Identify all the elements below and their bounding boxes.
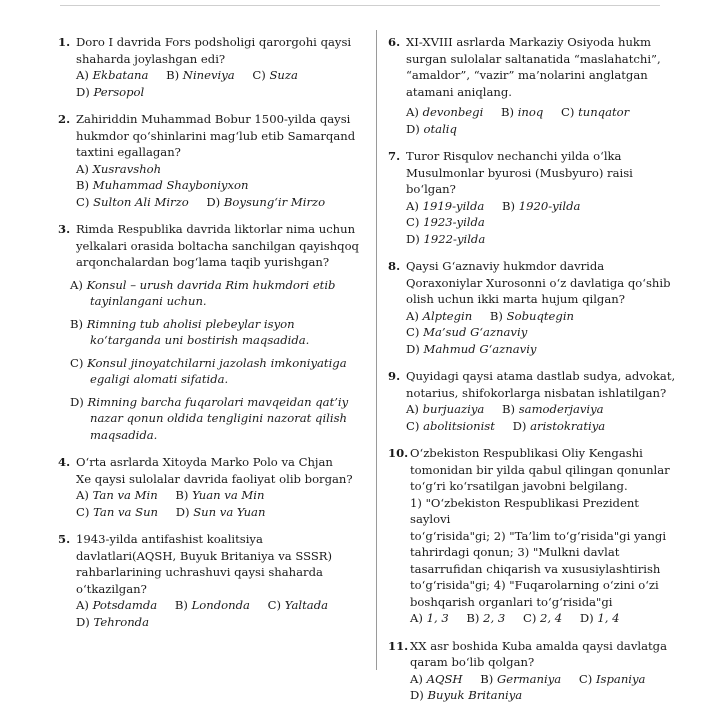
option-b[interactable]: B) Sobuqtegin	[489, 308, 574, 323]
option-a[interactable]: A) AQSH	[410, 671, 463, 686]
question-stem: 4. O‘rta asrlarda Xitoyda Marko Polo va Chjan Xe qaysi sulolalar davrida faoliyat olib borgan?	[58, 455, 353, 486]
option-a[interactable]: A) Tan va Min	[76, 488, 158, 502]
option-a[interactable]: A) Alptegin	[406, 308, 473, 323]
question-number: 7.	[388, 149, 401, 163]
option-c[interactable]: C) Sulton Ali Mirzo	[76, 194, 189, 209]
options	[388, 401, 678, 434]
left-column	[58, 34, 366, 641]
option-c[interactable]: C) Suza	[252, 68, 298, 82]
option-b[interactable]: B) Germaniya	[480, 671, 562, 686]
options	[388, 198, 678, 248]
options	[58, 161, 366, 211]
option-c[interactable]: C) Yaltada	[267, 598, 329, 612]
option-d[interactable]: D) Boysung‘ir Mirzo	[206, 194, 326, 209]
question-7	[388, 148, 678, 247]
question-8	[388, 258, 678, 357]
option-b[interactable]: B) Rimning tub aholisi plebeylar isyon ko‘targanda uni bostirish maqsadida.	[70, 316, 310, 347]
option-d[interactable]: D) Sun va Yuan	[175, 504, 266, 519]
question-number: 4.	[58, 455, 71, 469]
option-d[interactable]: D) Buyuk Britaniya	[410, 688, 523, 702]
question-number: 10.	[388, 446, 409, 460]
option-b[interactable]: B) Londonda	[174, 598, 250, 612]
question-2	[58, 111, 366, 210]
option-a[interactable]: A) devonbegi	[406, 105, 484, 119]
option-d[interactable]: D) Tehronda	[76, 614, 149, 629]
question-number: 3.	[58, 222, 71, 236]
option-b[interactable]: B) Nineviya	[166, 68, 235, 82]
option-d[interactable]: D) Mahmud G‘aznaviy	[406, 341, 537, 356]
question-9	[388, 368, 678, 434]
question-number: 1.	[58, 35, 71, 49]
option-d[interactable]: D) aristokratiya	[512, 418, 606, 433]
option-d[interactable]: D) 1922-yilda	[406, 231, 486, 246]
question-stem: 6. XI-XVIII asrlarda Markaziy Osiyoda hukm surgan sulolalar saltanatida “maslahatchi”, “amaldor”, “vazir” ma’nolarini anglatgan atamani aniqlang.	[388, 35, 661, 99]
option-c[interactable]: C) 2, 4	[522, 611, 563, 625]
option-b[interactable]: B) 1920-yilda	[502, 198, 581, 213]
question-number: 6.	[388, 35, 401, 49]
options	[58, 67, 366, 100]
options	[388, 610, 678, 627]
question-number: 8.	[388, 259, 401, 273]
option-a[interactable]: A) 1919-yilda	[406, 198, 485, 213]
question-stem: 10. O‘zbekiston Respublikasi Oliy Kengashi tomonidan bir yilda qabul qilingan qonunlar to‘g‘ri ko‘rsatilgan javobni belgilang.	[388, 446, 670, 493]
options	[388, 671, 678, 704]
question-1	[58, 34, 366, 100]
option-c[interactable]: C) Konsul jinoyatchilarni jazolash imkoniyatiga egaligi alomati sifatida.	[70, 355, 347, 386]
option-d[interactable]: D) Persopol	[76, 84, 145, 99]
option-b[interactable]: B) samoderjaviya	[501, 402, 604, 416]
question-number: 9.	[388, 369, 401, 383]
option-a[interactable]: A) 1, 3	[410, 611, 449, 625]
option-a[interactable]: A) Potsdamda	[76, 598, 158, 612]
question-5	[58, 531, 366, 630]
top-rule	[60, 5, 660, 6]
right-column	[388, 34, 678, 715]
options	[58, 487, 366, 520]
question-11	[388, 638, 678, 704]
question-number: 5.	[58, 532, 71, 546]
option-c[interactable]: C) abolitsionist	[406, 418, 495, 433]
option-a[interactable]: A) burjuaziya	[406, 402, 485, 416]
question-stem: 9. Quyidagi qaysi atama dastlab sudya, advokat, notarius, shifokorlarga nisbatan ishlatilgan?	[388, 369, 676, 400]
options	[388, 308, 678, 358]
option-b[interactable]: B) Yuan va Min	[175, 488, 265, 502]
option-b[interactable]: B) 2, 3	[466, 611, 506, 625]
option-c[interactable]: C) 1923-yilda	[406, 215, 485, 229]
question-stem: 8. Qaysi G‘aznaviy hukmdor davrida Qoraxoniylar Xurosonni o‘z davlatiga qo‘shib olish uchun ikki marta hujum qilgan?	[388, 259, 671, 306]
question-stem: 3. Rimda Respublika davrida liktorlar nima uchun yelkalari orasida boltacha sanchilgan qayishqoq arqonchalardan bog‘lama taqib yurishgan?	[58, 222, 359, 269]
question-stem: 11. XX asr boshida Kuba amalda qaysi davlatga qaram bo‘lib qolgan?	[388, 638, 667, 669]
question-stem: 5. 1943-yilda antifashist koalitsiya davlatlari(AQSH, Buyuk Britaniya va SSSR) rahbarlarining uchrashuvi qaysi shaharda o‘tkazilgan?	[58, 532, 333, 596]
option-a[interactable]: A) Ekbatana	[76, 68, 149, 82]
option-c[interactable]: C) Ma’sud G‘aznaviy	[406, 325, 528, 339]
option-a[interactable]: A) Konsul – urush davrida Rim hukmdori etib tayinlangani uchun.	[70, 277, 336, 308]
question-number: 11.	[388, 638, 409, 653]
column-divider	[376, 30, 377, 670]
question-10	[388, 445, 678, 627]
option-c[interactable]: C) Ispaniya	[578, 671, 646, 686]
statement-list: 1) "O‘zbekiston Respublikasi Prezident saylovi to‘g‘risida"gi; 2) "Ta’lim to‘g‘risida"gi yangi tahrirdagi qonun; 3) "Mulkni davlat tasarrufidan chiqarish va xususiylashtirish to‘g‘risida"gi; 4) "Fuqarolarning o‘zini o‘zi boshqarish organlari to‘g‘risida"gi	[410, 495, 667, 609]
option-d[interactable]: D) otaliq	[406, 121, 457, 136]
option-b[interactable]: B) inoq	[500, 105, 544, 119]
question-stem: 2. Zahiriddin Muhammad Bobur 1500-yilda qaysi hukmdor qo‘shinlarini mag‘lub etib Samarqand taxtini egallagan?	[58, 112, 356, 159]
option-a[interactable]: A) Xusravshoh	[76, 161, 162, 176]
options	[58, 597, 366, 630]
question-stem: 7. Turor Risqulov nechanchi yilda o‘lka Musulmonlar byurosi (Musbyuro) raisi bo‘lgan?	[388, 149, 633, 196]
question-4	[58, 454, 366, 520]
option-c[interactable]: C) Tan va Sun	[76, 504, 159, 519]
option-d[interactable]: D) 1, 4	[579, 611, 620, 625]
options	[388, 104, 678, 137]
question-stem: 1. Doro I davrida Fors podsholigi qarorgohi qaysi shaharda joylashgan edi?	[58, 35, 352, 66]
option-b[interactable]: B) Muhammad Shayboniyxon	[76, 178, 249, 192]
question-6	[388, 34, 678, 137]
option-d[interactable]: D) Rimning barcha fuqarolari mavqeidan qat’iy nazar qonun oldida tengligini nazorat qilish maqsadida.	[70, 394, 349, 442]
option-c[interactable]: C) tunqator	[560, 105, 630, 119]
question-number: 2.	[58, 112, 71, 126]
question-3	[58, 221, 366, 443]
